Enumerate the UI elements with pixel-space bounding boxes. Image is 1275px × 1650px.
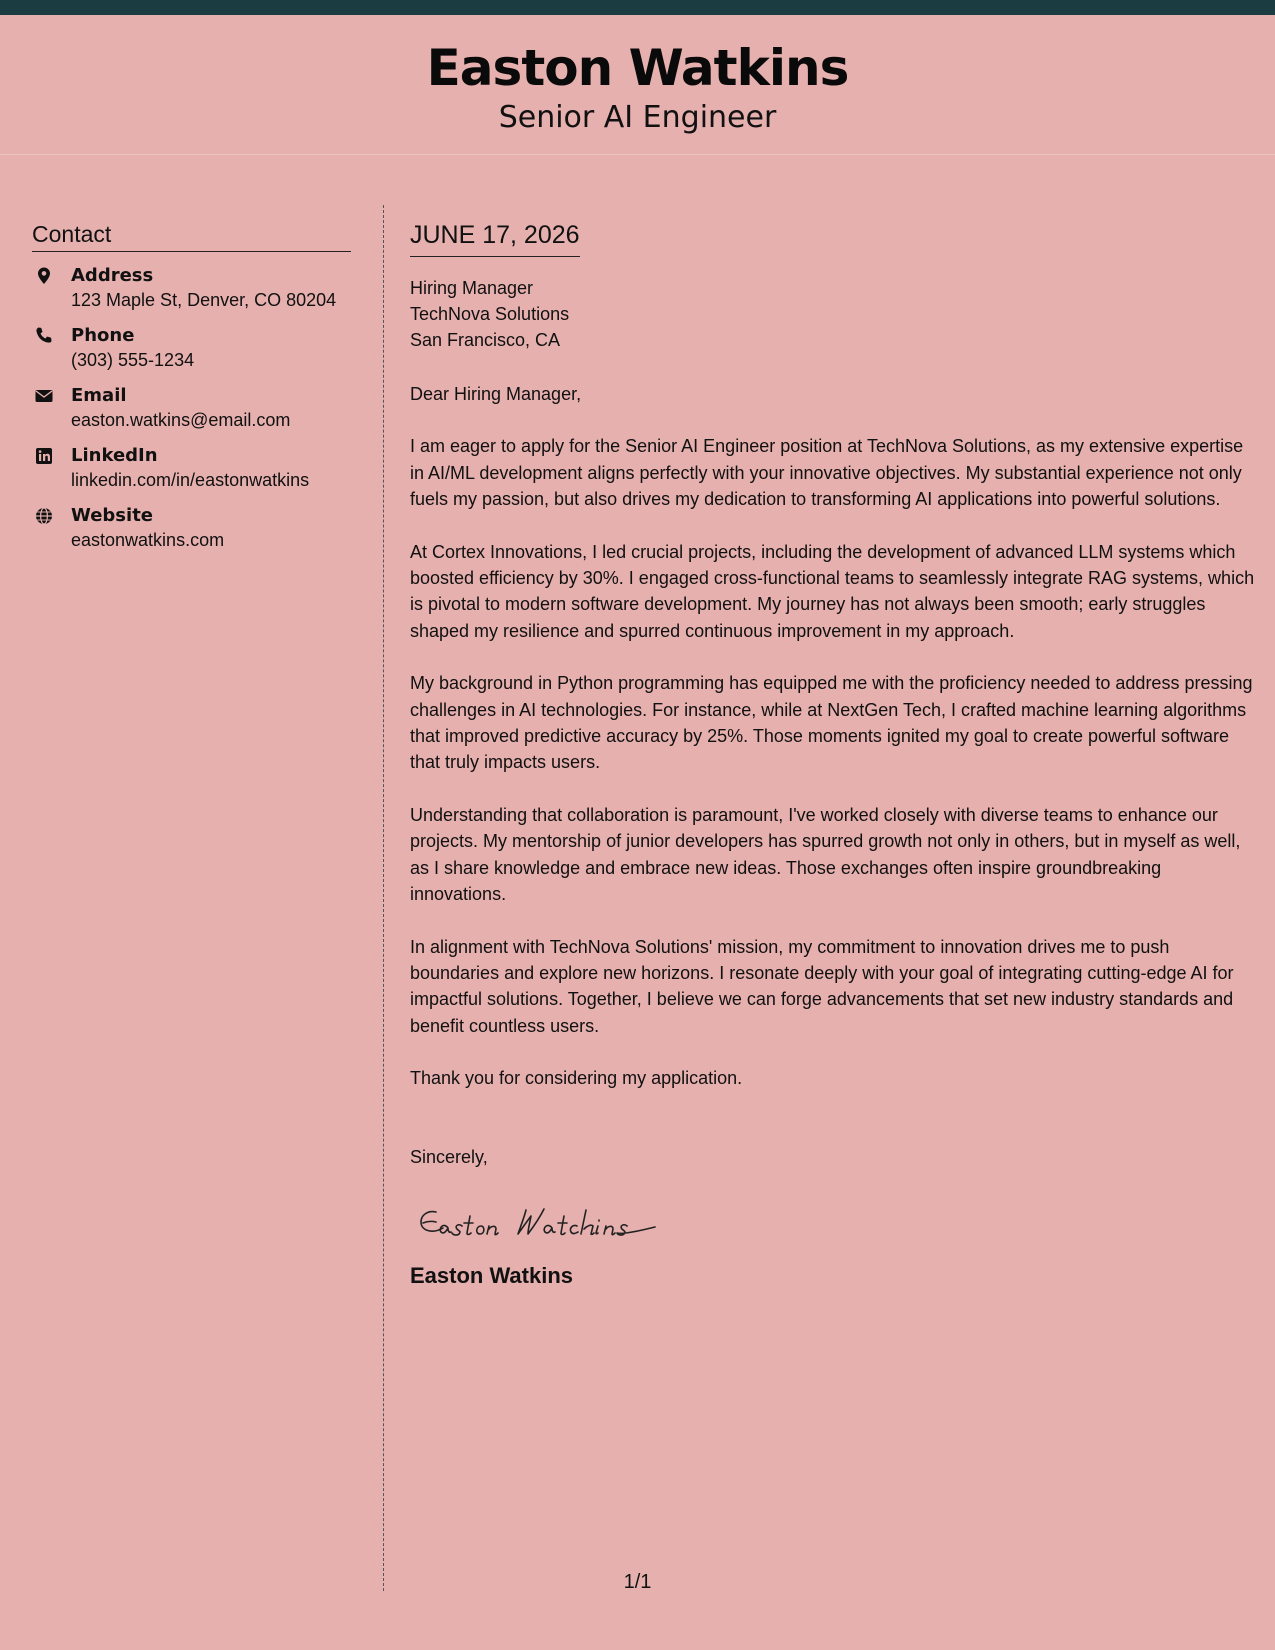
contact-value: 123 Maple St, Denver, CO 80204 bbox=[71, 290, 337, 310]
letter-paragraph: At Cortex Innovations, I led crucial projects, including the development of advanced LLM systems which boosted efficiency by 30%. I engaged cross-functional teams to seamlessly integrate RAG systems, which is pivotal to modern software development. My journey has not always been smooth; early struggles shaped my resilience and spurred continuous improvement in my approach. bbox=[410, 541, 1255, 641]
contact-heading: Contact bbox=[32, 220, 351, 252]
contact-label: LinkedIn bbox=[71, 445, 158, 466]
contact-item-website bbox=[32, 504, 351, 552]
contact-label: Address bbox=[71, 265, 154, 286]
contact-item-email bbox=[32, 384, 351, 432]
letter-paragraph: Thank you for considering my application. bbox=[410, 1068, 743, 1089]
salutation: Dear Hiring Manager, bbox=[410, 384, 582, 404]
signer-name: Easton Watkins bbox=[410, 1263, 573, 1289]
letter-paragraph: My background in Python programming has equipped me with the proficiency needed to address pressing challenges in AI technologies. For instance, while at NextGen Tech, I crafted machine learning algorithms that improved predictive accuracy by 25%. Those moments ignited my goal to create powerful software that truly impacts users. bbox=[410, 673, 1253, 773]
page-number: 1/1 bbox=[623, 1571, 652, 1593]
letter-paragraph: In alignment with TechNova Solutions' mission, my commitment to innovation drives me to push boundaries and explore new horizons. I resonate deeply with your goal of integrating cutting-edge AI for impactful solutions. Together, I believe we can forge advancements that set new industry standards and benefit countless users. bbox=[410, 936, 1234, 1036]
envelope-icon bbox=[34, 386, 54, 406]
location-pin-icon bbox=[34, 266, 54, 286]
contact-label: Website bbox=[71, 505, 154, 526]
recipient-line: San Francisco, CA bbox=[410, 330, 561, 350]
contact-value: eastonwatkins.com bbox=[71, 530, 225, 550]
column-divider bbox=[383, 205, 384, 1591]
recipient-block bbox=[410, 275, 1255, 353]
recipient-line: TechNova Solutions bbox=[410, 304, 570, 324]
linkedin-icon bbox=[34, 446, 54, 466]
contact-sidebar bbox=[32, 220, 351, 552]
letter-body bbox=[410, 220, 1255, 1290]
contact-item-address bbox=[32, 264, 351, 312]
contact-label: Phone bbox=[71, 325, 135, 346]
applicant-title: Senior AI Engineer bbox=[498, 100, 777, 135]
handwritten-signature bbox=[414, 1198, 1255, 1248]
contact-item-phone bbox=[32, 324, 351, 372]
contact-label: Email bbox=[71, 385, 127, 406]
phone-icon bbox=[34, 326, 54, 346]
globe-icon bbox=[34, 506, 54, 526]
contact-item-linkedin bbox=[32, 444, 351, 492]
letter-paragraph: I am eager to apply for the Senior AI Engineer position at TechNova Solutions, as my extensive expertise in AI/ML development aligns perfectly with your innovative objectives. My substantial experience not only fuels my passion, but also drives my dedication to transforming AI applications into powerful solutions. bbox=[410, 436, 1244, 509]
closing: Sincerely, bbox=[410, 1146, 488, 1167]
letter-paragraph: Understanding that collaboration is paramount, I've worked closely with diverse teams to enhance our projects. My mentorship of junior developers has spurred growth not only in others, but in myself as well, as I share knowledge and embrace new ideas. Those exchanges often inspire groundbreaking innovations. bbox=[410, 805, 1241, 904]
applicant-name: Easton Watkins bbox=[426, 39, 849, 97]
top-accent-bar bbox=[0, 0, 1275, 15]
contact-value: (303) 555-1234 bbox=[71, 350, 195, 370]
contact-value: easton.watkins@email.com bbox=[71, 410, 291, 430]
letter-date: JUNE 17, 2026 bbox=[410, 220, 580, 257]
recipient-line: Hiring Manager bbox=[410, 278, 534, 298]
header bbox=[0, 15, 1275, 155]
contact-value: linkedin.com/in/eastonwatkins bbox=[71, 470, 310, 490]
